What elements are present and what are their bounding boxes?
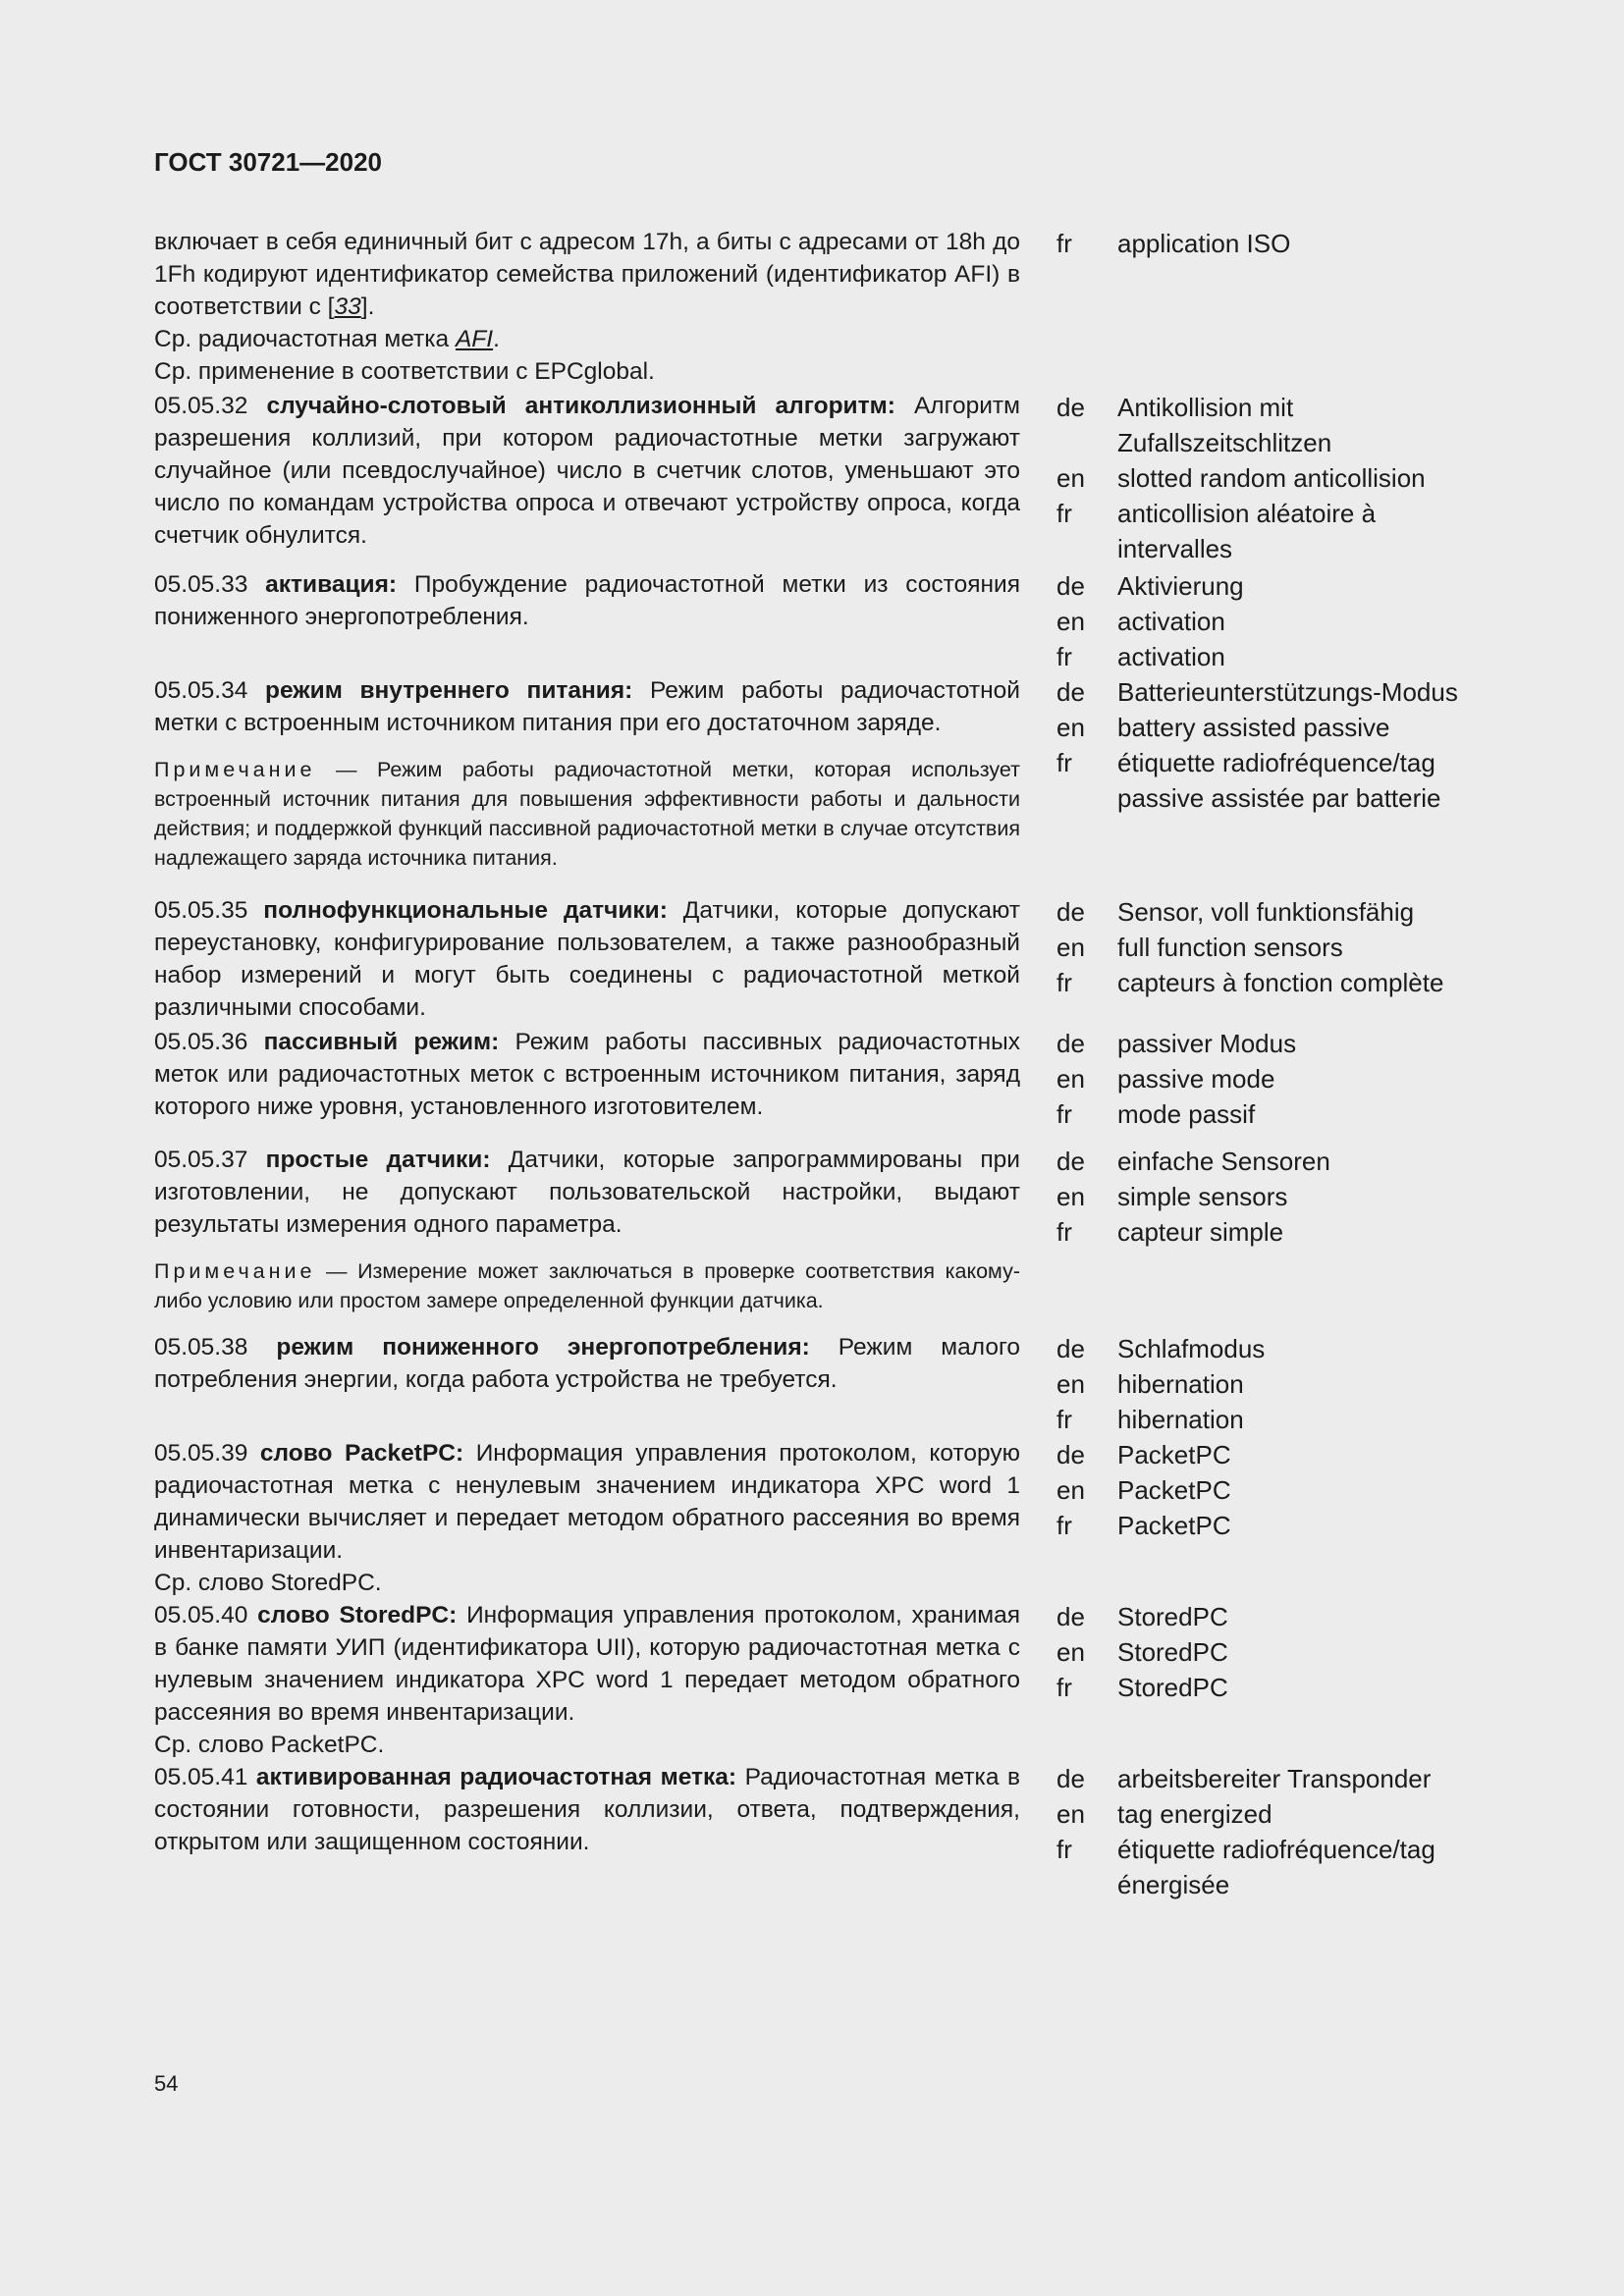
lang-code: de: [1056, 1147, 1085, 1176]
entry-note: [154, 1256, 1020, 1315]
term-translations: [1056, 1331, 1470, 1437]
entry-term: слово StoredPC:: [257, 1602, 458, 1629]
translation-term: Aktivierung: [1117, 571, 1244, 601]
entry-def: Датчики, которые запрограммированы при изготовлении, не допускают пользовательской настройки, выдают результаты измерения одного параметра.: [154, 1147, 1020, 1238]
terms-list: [154, 226, 1470, 1902]
translation-term: Schlafmodus: [1117, 1334, 1266, 1363]
entry-text: [154, 894, 1020, 1024]
entry-definition: [154, 1026, 1020, 1123]
entry-number: 05.05.38: [154, 1334, 248, 1361]
lang-code: fr: [1056, 499, 1072, 528]
translation-term: hibernation: [1117, 1405, 1244, 1434]
translation-term: full function sensors: [1117, 933, 1343, 962]
translation: [1056, 1472, 1470, 1508]
translation-term: capteur simple: [1117, 1217, 1284, 1247]
lang-code: en: [1056, 607, 1085, 636]
entry-term: полнофункциональные датчики:: [263, 897, 668, 924]
entry-def: Режим малого потребления энергии, когда работа устройства не требуется.: [154, 1334, 1020, 1393]
entry-number: 05.05.33: [154, 571, 248, 598]
entry-text: [154, 1144, 1020, 1315]
entry-definition: [154, 390, 1020, 552]
translation: [1056, 460, 1470, 496]
lang-code: de: [1056, 1029, 1085, 1058]
continuation-row: [154, 226, 1470, 388]
entry-number: 05.05.39: [154, 1440, 248, 1467]
translation: [1056, 604, 1470, 639]
translation: [1056, 639, 1470, 674]
translation-term: étiquette radiofréquence/tag énergisée: [1117, 1835, 1435, 1899]
entry-term: активированная радиочастотная метка:: [255, 1764, 737, 1790]
lang-code: en: [1056, 1182, 1085, 1211]
lang-code: de: [1056, 571, 1085, 601]
entry-text: [154, 1599, 1020, 1761]
lang-code: de: [1056, 1764, 1085, 1793]
entry-definition: [154, 1761, 1020, 1858]
lang-code: en: [1056, 933, 1085, 962]
translation: [1056, 965, 1470, 1000]
entry-definition: [154, 568, 1020, 633]
translation-term: PacketPC: [1117, 1440, 1231, 1469]
translation: [1056, 1214, 1470, 1250]
translation-term: arbeitsbereiter Transponder: [1117, 1764, 1432, 1793]
continuation-text-end: ].: [360, 294, 375, 320]
lang-code: de: [1056, 393, 1085, 422]
translation-term: battery assisted passive: [1117, 713, 1390, 742]
see-also-prefix: Ср. радиочастотная метка: [154, 326, 456, 352]
see-also-line: [154, 323, 1020, 355]
translation: [1056, 745, 1470, 816]
translation-term: activation: [1117, 607, 1225, 636]
note-text: — Режим работы радиочастотной метки, которая использует встроенный источник питания для повышения эффективности работы и дальности действия; и поддержкой функций пассивной радиочастотной метки в случае отсутствия надлежащего заряда источника питания.: [154, 758, 1020, 870]
entry-def: Режим работы радиочастотной метки с встроенным источником питания при его достаточном заряде.: [154, 677, 1020, 736]
term-entry: [154, 1331, 1470, 1437]
lang-code: de: [1056, 897, 1085, 927]
entry-term: пассивный режим:: [263, 1029, 500, 1055]
entry-number: 05.05.40: [154, 1602, 248, 1629]
entry-definition: [154, 894, 1020, 1024]
entry-note: [154, 755, 1020, 873]
translation-term: slotted random anticollision: [1117, 463, 1426, 493]
entry-def: Информация управления протоколом, хранимая в банке памяти УИП (идентификатора UII), которую радиочастотная метка с нулевым значением индикатора XPC word 1 передает методом обратного рассеяния во время инвентаризации.: [154, 1602, 1020, 1726]
translation: [1056, 894, 1470, 930]
lang-code: en: [1056, 713, 1085, 742]
lang-code: en: [1056, 1475, 1085, 1505]
entry-def: Режим работы пассивных радиочастотных меток или радиочастотных меток с встроенным источником питания, заряд которого ниже уровня, установленного изготовителем.: [154, 1029, 1020, 1120]
term-entry: [154, 894, 1470, 1024]
continuation-paragraph: [154, 226, 1020, 323]
translation-term: StoredPC: [1117, 1602, 1228, 1631]
translation-term: Sensor, voll funktionsfähig: [1117, 897, 1415, 927]
entry-text: [154, 1331, 1020, 1396]
entry-term: активация:: [265, 571, 398, 598]
lang-code: de: [1056, 1334, 1085, 1363]
lang-code: fr: [1056, 1673, 1072, 1702]
term-translations: [1056, 674, 1470, 816]
term-translations: [1056, 1026, 1470, 1132]
lang-code: fr: [1056, 1217, 1072, 1247]
entry-number: 05.05.41: [154, 1764, 248, 1790]
lang-code: fr: [1056, 1099, 1072, 1129]
entry-def: Алгоритм разрешения коллизий, при котором радиочастотные метки загружают случайное (или псевдослучайное) число в счетчик слотов, уменьшают это число по командам устройства опроса и отвечают устройству опроса, когда счетчик обнулится.: [154, 393, 1020, 549]
term-entry: [154, 1761, 1470, 1902]
term-entry: [154, 1144, 1470, 1315]
term-entry: [154, 674, 1470, 873]
term-translations: [1056, 226, 1470, 261]
lang-code: de: [1056, 1440, 1085, 1469]
entry-text: [154, 1026, 1020, 1123]
note-label: Примечание: [154, 1259, 316, 1283]
entry-def: Радиочастотная метка в состоянии готовности, разрешения коллизии, ответа, подтверждения, открытом или защищенном состоянии.: [154, 1764, 1020, 1855]
entry-definition: [154, 1331, 1020, 1396]
translation-term: activation: [1117, 642, 1225, 671]
entry-number: 05.05.35: [154, 897, 248, 924]
translation: [1056, 1096, 1470, 1132]
lang-code: fr: [1056, 1835, 1072, 1864]
translation-term: capteurs à fonction complète: [1117, 968, 1444, 997]
entry-number: 05.05.32: [154, 393, 248, 419]
lang-code: fr: [1056, 642, 1072, 671]
entry-number: 05.05.34: [154, 677, 248, 704]
reference-link[interactable]: 33: [334, 294, 361, 320]
page-number: 54: [154, 2071, 179, 2096]
lang-code: fr: [1056, 229, 1072, 258]
term-translations: [1056, 1144, 1470, 1250]
term-translations: [1056, 1437, 1470, 1543]
entry-text: [154, 390, 1020, 552]
translation: [1056, 1366, 1470, 1402]
translation-term: hibernation: [1117, 1369, 1244, 1399]
translation: [1056, 710, 1470, 745]
lang-code: fr: [1056, 1511, 1072, 1540]
translation-term: StoredPC: [1117, 1673, 1228, 1702]
term-translations: [1056, 568, 1470, 674]
entry-def: Пробуждение радиочастотной метки из состояния пониженного энергопотребления.: [154, 571, 1021, 630]
entry-text: [154, 1761, 1020, 1858]
translation-term: étiquette radiofréquence/tag passive assistée par batterie: [1117, 748, 1441, 813]
translation-term: PacketPC: [1117, 1475, 1231, 1505]
translation-term: Batterieunterstützungs-Modus: [1117, 677, 1458, 707]
translation: [1056, 1634, 1470, 1670]
translation-term: passiver Modus: [1117, 1029, 1297, 1058]
translation: [1056, 1437, 1470, 1472]
term-translations: [1056, 894, 1470, 1000]
see-also-line: Ср. применение в соответствии с EPCglobal.: [154, 358, 655, 385]
translation: [1056, 1331, 1470, 1366]
translation: [1056, 930, 1470, 965]
translation: [1056, 1670, 1470, 1705]
translation: [1056, 496, 1470, 566]
translation-term: Antikollision mit Zufallszeitschlitzen: [1117, 393, 1332, 457]
translation: [1056, 1061, 1470, 1096]
translation: [1056, 1508, 1470, 1543]
entry-term: режим пониженного энергопотребления:: [276, 1334, 810, 1361]
lang-code: fr: [1056, 968, 1072, 997]
entry-definition: [154, 674, 1020, 739]
lang-code: fr: [1056, 748, 1072, 777]
translation: [1056, 1599, 1470, 1634]
translation-term: application ISO: [1117, 229, 1291, 258]
entry-number: 05.05.36: [154, 1029, 248, 1055]
entry-term: режим внутреннего питания:: [265, 677, 633, 704]
term-entry: [154, 1437, 1470, 1599]
see-also-link[interactable]: AFI: [455, 326, 494, 352]
translation-term: anticollision aléatoire à intervalles: [1117, 499, 1377, 563]
entry-number: 05.05.37: [154, 1147, 248, 1173]
entry-term: простые датчики:: [265, 1147, 491, 1173]
see-also-line: Ср. слово PacketPC.: [154, 1732, 385, 1758]
see-also-suffix: .: [493, 326, 500, 352]
translation-term: einfache Sensoren: [1117, 1147, 1330, 1176]
term-entry: [154, 390, 1470, 566]
translation: [1056, 1144, 1470, 1179]
continuation-text-start: включает в себя единичный бит с адресом 17h, а биты с адресами от 18h до 1Fh кодируют идентификатор семейства приложений (идентификатор AFI) в соответствии с [: [154, 229, 1020, 320]
translation-term: StoredPC: [1117, 1637, 1228, 1667]
note-label: Примечание: [154, 758, 316, 781]
entry-definition: [154, 1144, 1020, 1241]
document-header: ГОСТ 30721—2020: [154, 147, 382, 177]
lang-code: de: [1056, 1602, 1085, 1631]
term-entry: [154, 1599, 1470, 1761]
term-entry: [154, 568, 1470, 674]
translation-term: passive mode: [1117, 1064, 1275, 1094]
see-also-line: Ср. слово StoredPC.: [154, 1570, 382, 1596]
lang-code: en: [1056, 1799, 1085, 1829]
translation-term: PacketPC: [1117, 1511, 1231, 1540]
translation: [1056, 390, 1470, 460]
lang-code: fr: [1056, 1405, 1072, 1434]
continuation-text: [154, 226, 1020, 388]
term-entry: [154, 1026, 1470, 1132]
translation: [1056, 568, 1470, 604]
translation: [1056, 1832, 1470, 1902]
entry-definition: [154, 1599, 1020, 1729]
translation: [1056, 1026, 1470, 1061]
lang-code: en: [1056, 1064, 1085, 1094]
entry-definition: [154, 1437, 1020, 1567]
lang-code: en: [1056, 1637, 1085, 1667]
entry-def: Информация управления протоколом, которую радиочастотная метка с ненулевым значением индикатора XPC word 1 динамически вычисляет и передает методом обратного рассеяния во время инвентаризации.: [154, 1440, 1021, 1564]
entry-text: [154, 1437, 1020, 1599]
translation: [1056, 1796, 1470, 1832]
entry-text: [154, 674, 1020, 873]
translation-term: mode passif: [1117, 1099, 1256, 1129]
entry-text: [154, 568, 1020, 633]
term-translations: [1056, 1599, 1470, 1705]
translation: [1056, 1402, 1470, 1437]
translation: [1056, 1179, 1470, 1214]
translation-term: tag energized: [1117, 1799, 1272, 1829]
lang-code: en: [1056, 463, 1085, 493]
translation: [1056, 226, 1470, 261]
entry-term: слово PacketPC:: [259, 1440, 464, 1467]
translation: [1056, 1761, 1470, 1796]
term-translations: [1056, 390, 1470, 566]
term-translations: [1056, 1761, 1470, 1902]
entry-def: Датчики, которые допускают переустановку, конфигурирование пользователем, а также разнообразный набор измерений и могут быть соединены с радиочастотной меткой различными способами.: [154, 897, 1021, 1021]
lang-code: de: [1056, 677, 1085, 707]
note-text: — Измерение может заключаться в проверке соответствия какому-либо условию или простом замере определенной функции датчика.: [154, 1259, 1020, 1312]
entry-term: случайно-слотовый антиколлизионный алгоритм:: [266, 393, 895, 419]
translation-term: simple sensors: [1117, 1182, 1288, 1211]
lang-code: en: [1056, 1369, 1085, 1399]
translation: [1056, 674, 1470, 710]
